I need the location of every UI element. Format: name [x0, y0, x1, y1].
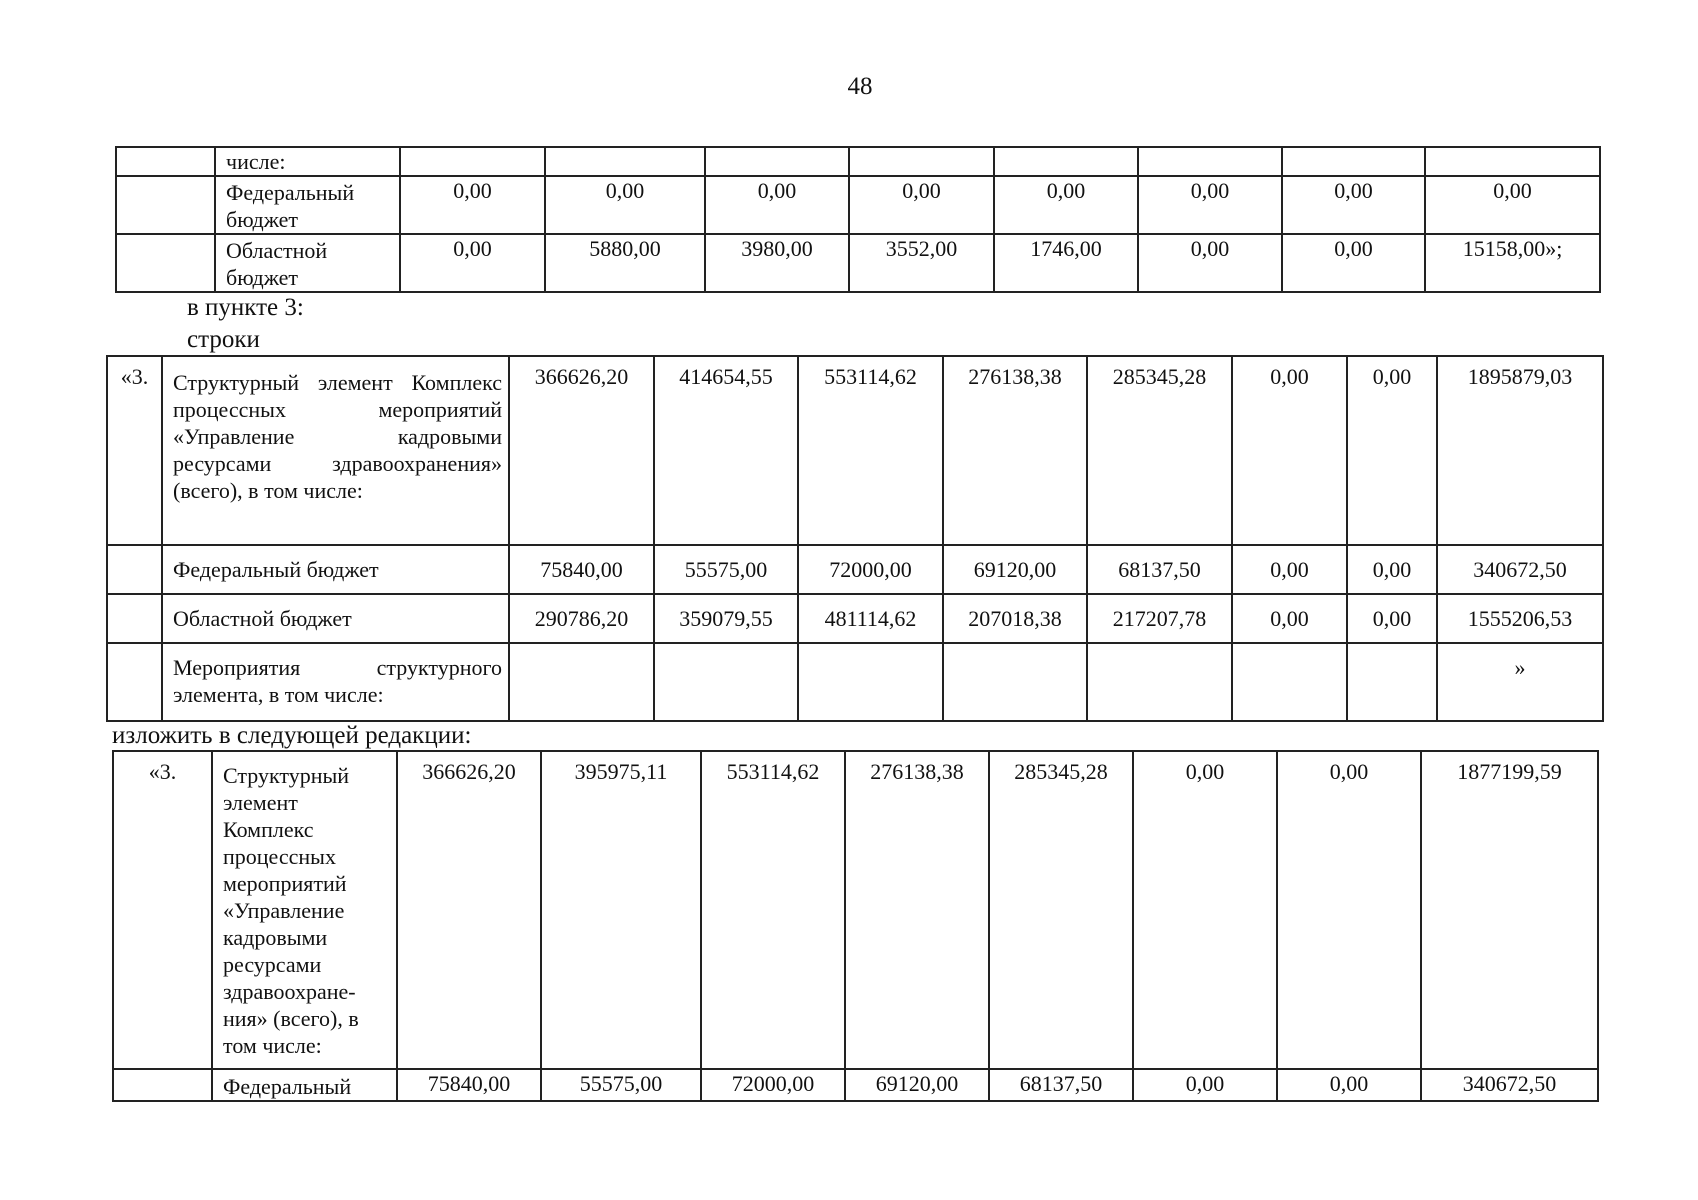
- table-row: [107, 356, 1603, 545]
- value-cell: 0,00: [1347, 356, 1437, 545]
- value-cell: 395975,11: [541, 751, 701, 1069]
- row-label: Федеральный: [212, 1069, 397, 1101]
- value-cell: 0,00: [545, 176, 705, 234]
- table-budget-continuation: [115, 146, 1601, 293]
- index-cell: [107, 643, 162, 721]
- value-cell: 5880,00: [545, 234, 705, 292]
- value-cell: 1555206,53: [1437, 594, 1603, 643]
- value-cell: 0,00: [1282, 234, 1425, 292]
- index-cell: «3.: [107, 356, 162, 545]
- value-cell: [1232, 643, 1347, 721]
- value-cell: 0,00: [1347, 545, 1437, 594]
- value-cell: 285345,28: [989, 751, 1133, 1069]
- value-cell: 75840,00: [397, 1069, 541, 1101]
- value-cell: 0,00: [400, 234, 545, 292]
- value-cell: 0,00: [1138, 176, 1282, 234]
- value-cell: 285345,28: [1087, 356, 1232, 545]
- value-cell: 1877199,59: [1421, 751, 1598, 1069]
- edition-heading: изложить в следующей редакции:: [112, 722, 472, 749]
- row-label: Областной бюджет: [215, 234, 400, 292]
- value-cell: 72000,00: [798, 545, 943, 594]
- row-label: Мероприятия структурного элемента, в том числе:: [162, 643, 509, 721]
- index-cell: [107, 545, 162, 594]
- value-cell: 75840,00: [509, 545, 654, 594]
- value-cell: 0,00: [994, 176, 1138, 234]
- value-cell: 0,00: [1138, 234, 1282, 292]
- value-cell: 553114,62: [701, 751, 845, 1069]
- value-cell: 340672,50: [1437, 545, 1603, 594]
- value-cell: [1138, 147, 1282, 176]
- row-label: Федеральный бюджет: [215, 176, 400, 234]
- table-row: [107, 545, 1603, 594]
- value-cell: 0,00: [1133, 751, 1277, 1069]
- value-cell: [545, 147, 705, 176]
- value-cell: 3980,00: [705, 234, 849, 292]
- point-reference: в пункте 3:: [187, 294, 304, 321]
- value-cell: 69120,00: [943, 545, 1087, 594]
- value-cell: 276138,38: [943, 356, 1087, 545]
- value-cell: [943, 643, 1087, 721]
- index-cell: [116, 176, 215, 234]
- value-cell: 0,00: [1133, 1069, 1277, 1101]
- value-cell: 0,00: [1347, 594, 1437, 643]
- value-cell: 0,00: [849, 176, 994, 234]
- value-cell: 340672,50: [1421, 1069, 1598, 1101]
- value-cell: 481114,62: [798, 594, 943, 643]
- value-cell: 217207,78: [1087, 594, 1232, 643]
- value-cell: 0,00: [400, 176, 545, 234]
- value-cell: 366626,20: [397, 751, 541, 1069]
- value-cell: 55575,00: [654, 545, 798, 594]
- value-cell: 15158,00»;: [1425, 234, 1600, 292]
- value-cell: 1895879,03: [1437, 356, 1603, 545]
- table-current-wording: [106, 355, 1604, 722]
- table-row: [107, 643, 1603, 721]
- value-cell: 1746,00: [994, 234, 1138, 292]
- value-cell: 366626,20: [509, 356, 654, 545]
- value-cell: 0,00: [1277, 1069, 1421, 1101]
- table-row: [113, 1069, 1598, 1101]
- value-cell: [1282, 147, 1425, 176]
- index-cell: «3.: [113, 751, 212, 1069]
- value-cell: 553114,62: [798, 356, 943, 545]
- index-cell: [107, 594, 162, 643]
- value-cell: 0,00: [1282, 176, 1425, 234]
- page-number: 48: [847, 73, 873, 100]
- value-cell: 0,00: [1425, 176, 1600, 234]
- value-cell: [705, 147, 849, 176]
- index-cell: [113, 1069, 212, 1101]
- value-cell: 68137,50: [989, 1069, 1133, 1101]
- row-label: числе:: [215, 147, 400, 176]
- value-cell: [849, 147, 994, 176]
- value-cell: [1087, 643, 1232, 721]
- value-cell: 276138,38: [845, 751, 989, 1069]
- value-cell: 0,00: [1277, 751, 1421, 1069]
- table-row: [116, 147, 1600, 176]
- table-row: [107, 594, 1603, 643]
- value-cell: 207018,38: [943, 594, 1087, 643]
- value-cell: 69120,00: [845, 1069, 989, 1101]
- value-cell: [509, 643, 654, 721]
- value-cell: [994, 147, 1138, 176]
- row-label: Федеральный бюджет: [162, 545, 509, 594]
- value-cell: 0,00: [1232, 545, 1347, 594]
- value-cell: 290786,20: [509, 594, 654, 643]
- index-cell: [116, 234, 215, 292]
- value-cell: 0,00: [1232, 356, 1347, 545]
- value-cell: 3552,00: [849, 234, 994, 292]
- value-cell: [400, 147, 545, 176]
- value-cell: 72000,00: [701, 1069, 845, 1101]
- value-cell: 0,00: [1232, 594, 1347, 643]
- value-cell: 0,00: [705, 176, 849, 234]
- value-cell: [654, 643, 798, 721]
- value-cell: [1347, 643, 1437, 721]
- value-cell: 414654,55: [654, 356, 798, 545]
- table-row: [113, 751, 1598, 1069]
- lines-heading: строки: [187, 326, 260, 353]
- value-cell: 359079,55: [654, 594, 798, 643]
- table-row: [116, 234, 1600, 292]
- value-cell: 68137,50: [1087, 545, 1232, 594]
- row-label: Структурный элемент Комплекс процессных мероприятий «Управление кадровыми ресурсами здравоохране-ния» (всего), в том числе:: [212, 751, 397, 1069]
- value-cell: »: [1437, 643, 1603, 721]
- value-cell: [798, 643, 943, 721]
- table-new-wording: [112, 750, 1599, 1102]
- row-label: Структурный элемент Комплекс процессных мероприятий «Управление кадровыми ресурсами здравоохранения» (всего), в том числе:: [162, 356, 509, 545]
- value-cell: 55575,00: [541, 1069, 701, 1101]
- table-row: [116, 176, 1600, 234]
- value-cell: [1425, 147, 1600, 176]
- row-label: Областной бюджет: [162, 594, 509, 643]
- index-cell: [116, 147, 215, 176]
